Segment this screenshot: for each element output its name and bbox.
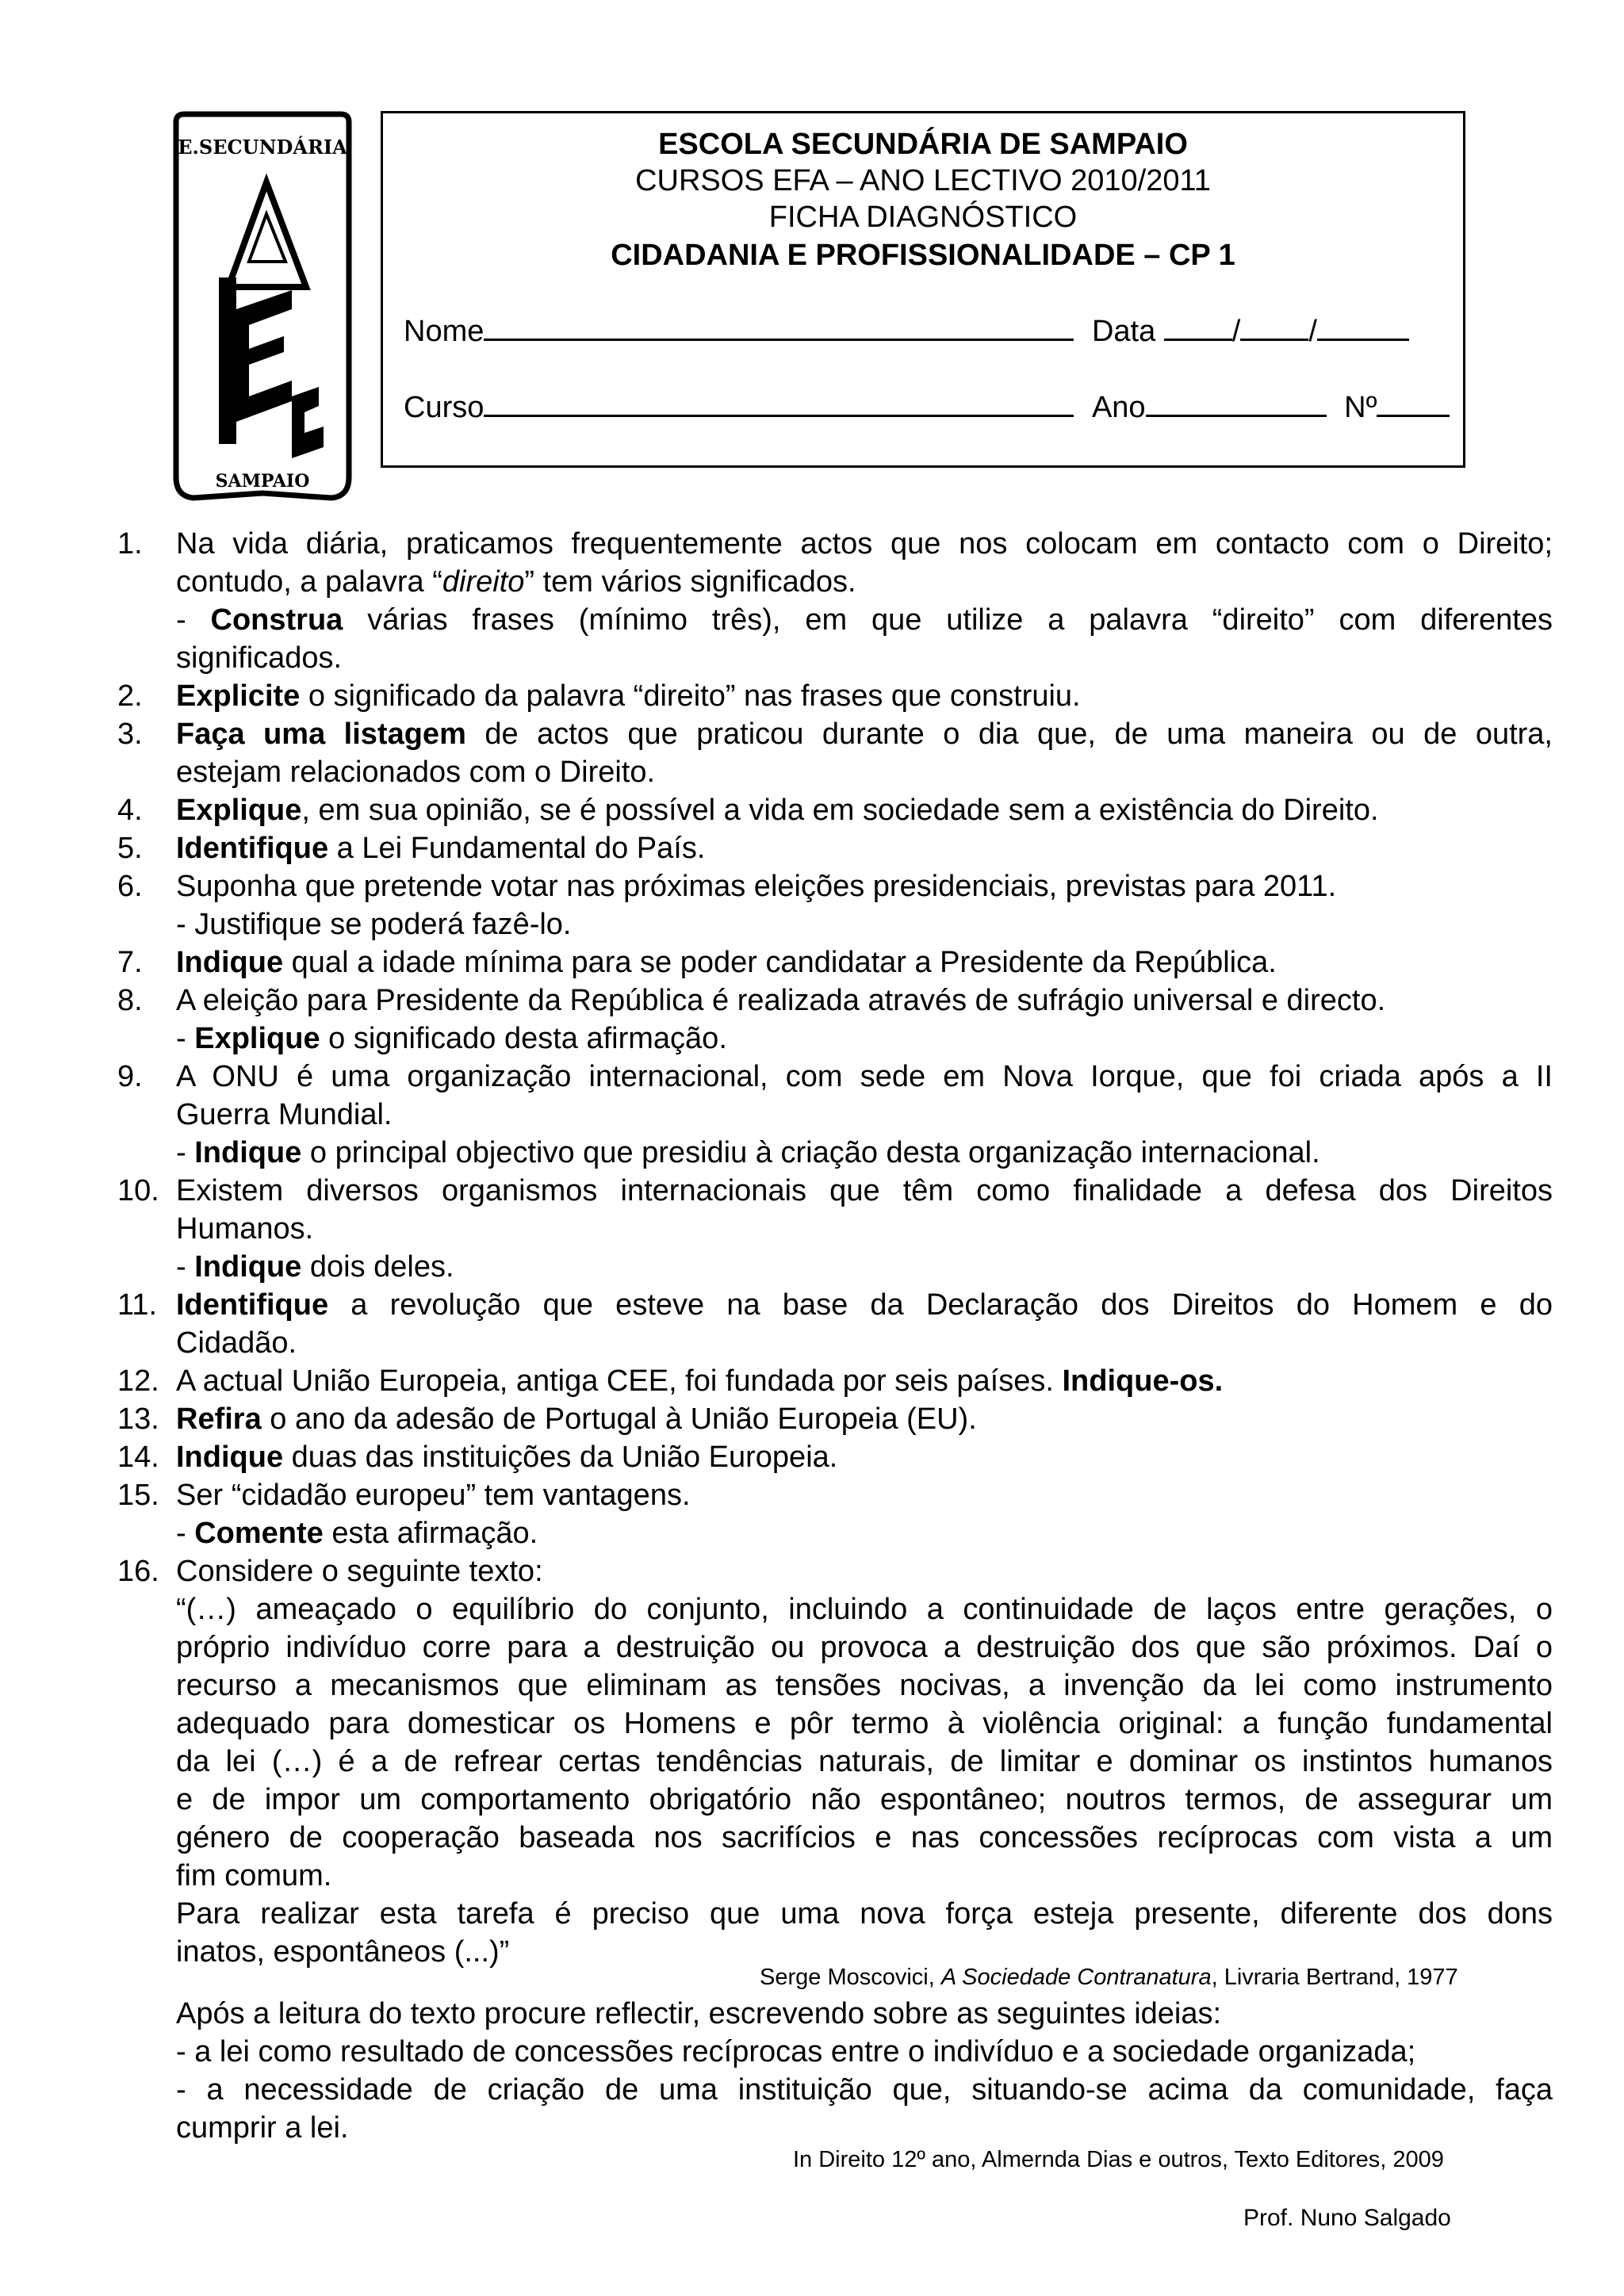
question-16-intro: Considere o seguinte texto: — [176, 1555, 543, 1588]
question-number: 3. — [117, 718, 143, 751]
year-label: Ano — [1091, 391, 1146, 424]
question-11-line-2: Cidadão. — [176, 1326, 297, 1360]
question-5: Identifique a Lei Fundamental do País. — [176, 832, 706, 865]
logo-top-text: E.SECUNDÁRIA — [178, 136, 347, 159]
question-number: 1. — [117, 527, 143, 561]
idea-1: - a lei como resultado de concessões recíprocas entre o indivíduo e a sociedade organizada; — [176, 2035, 1416, 2068]
quote-line: género de cooperação baseada nos sacrifícios e nas concessões recíprocas com vista a um — [176, 1821, 1553, 1854]
question-9-line-2: Guerra Mundial. — [176, 1098, 393, 1131]
question-number: 9. — [117, 1060, 143, 1093]
question-10-sub: - Indique dois deles. — [176, 1250, 454, 1284]
idea-2-line-2: cumprir a lei. — [176, 2111, 349, 2145]
quote-line: recurso a mecanismos que eliminam as tensões nocivas, a invenção da lei como instrumento — [176, 1669, 1553, 1702]
quote-line: inatos, espontâneos (...)” — [176, 1935, 510, 1969]
question-15-sub: - Comente esta afirmação. — [176, 1517, 538, 1550]
name-field[interactable] — [484, 312, 1074, 341]
number-label: Nº — [1344, 391, 1377, 424]
question-1-sub-line-2: significados. — [176, 641, 343, 675]
course-label: Curso — [404, 391, 485, 424]
year-field[interactable] — [1146, 388, 1327, 417]
date-separator: / — [1231, 315, 1241, 348]
question-15: Ser “cidadão europeu” tem vantagens. — [176, 1479, 691, 1512]
question-number: 16. — [117, 1555, 159, 1588]
question-14: Indique duas das instituições da União Europeia. — [176, 1441, 838, 1474]
course-year: CURSOS EFA – ANO LECTIVO 2010/2011 — [635, 164, 1211, 197]
question-number: 4. — [117, 794, 143, 827]
name-row — [404, 312, 1409, 350]
question-number: 15. — [117, 1479, 159, 1512]
question-8-sub: - Explique o significado desta afirmação. — [176, 1022, 727, 1055]
subject-title: CIDADANIA E PROFISSIONALIDADE – CP 1 — [611, 239, 1235, 272]
question-1-line-2: contudo, a palavra “direito” tem vários significados. — [176, 565, 856, 599]
quote-line: adequado para domesticar os Homens e pôr termo à violência original: a função fundamental — [176, 1707, 1553, 1740]
quote-line: “(…) ameaçado o equilíbrio do conjunto, incluindo a continuidade de laços entre gerações, o — [176, 1593, 1553, 1626]
course-row — [404, 388, 1450, 426]
quote-line: e de impor um comportamento obrigatório não espontâneo; noutros termos, de assegurar um — [176, 1783, 1553, 1816]
quote-source: Serge Moscovici, A Sociedade Contranatura, Livraria Bertrand, 1977 — [760, 1965, 1458, 1990]
question-7: Indique qual a idade mínima para se poder candidatar a Presidente da República. — [176, 946, 1277, 979]
question-number: 13. — [117, 1402, 159, 1436]
date-label: Data — [1091, 315, 1156, 348]
question-number: 6. — [117, 870, 143, 903]
date-day-field[interactable] — [1164, 312, 1232, 341]
quote-line: fim comum. — [176, 1859, 332, 1892]
question-11: Identifique a revolução que esteve na base da Declaração dos Direitos do Homem e do — [176, 1288, 1553, 1322]
question-number: 7. — [117, 946, 143, 979]
question-8: A eleição para Presidente da República é realizada através de sufrágio universal e directo. — [176, 984, 1386, 1017]
school-logo — [173, 111, 352, 501]
idea-2: - a necessidade de criação de uma instituição que, situando-se acima da comunidade, faça — [176, 2073, 1553, 2107]
question-number: 2. — [117, 679, 143, 713]
name-label: Nome — [404, 315, 485, 348]
question-13: Refira o ano da adesão de Portugal à União Europeia (EU). — [176, 1402, 977, 1436]
question-12: A actual União Europeia, antiga CEE, foi fundada por seis países. Indique-os. — [176, 1364, 1224, 1398]
question-number: 8. — [117, 984, 143, 1017]
quote-line: Para realizar esta tarefa é preciso que uma nova força esteja presente, diferente dos dons — [176, 1897, 1553, 1931]
date-month-field[interactable] — [1240, 312, 1308, 341]
question-4: Explique, em sua opinião, se é possível a vida em sociedade sem a existência do Direito. — [176, 794, 1379, 827]
question-6: Suponha que pretende votar nas próximas eleições presidenciais, previstas para 2011. — [176, 870, 1337, 903]
book-source: In Direito 12º ano, Almernda Dias e outros, Texto Editores, 2009 — [793, 2147, 1444, 2172]
date-separator: / — [1308, 315, 1317, 348]
question-number: 10. — [117, 1174, 159, 1207]
question-number: 11. — [117, 1288, 158, 1322]
question-10-line-2: Humanos. — [176, 1212, 314, 1246]
logo-bottom-text: SAMPAIO — [215, 471, 310, 492]
question-number: 14. — [117, 1441, 159, 1474]
sheet-title: FICHA DIAGNÓSTICO — [768, 201, 1078, 234]
course-field[interactable] — [484, 388, 1074, 417]
quote-line: próprio indivíduo corre para a destruição ou provoca a destruição dos que são próximos. Daí o — [176, 1631, 1553, 1664]
question-3-line-2: estejam relacionados com o Direito. — [176, 756, 656, 789]
emphasis-direito: direito — [442, 565, 525, 599]
question-9-sub: - Indique o principal objectivo que presidiu à criação desta organização internacional. — [176, 1136, 1320, 1169]
header-box — [381, 111, 1465, 468]
question-number: 5. — [117, 832, 143, 865]
quote-line: da lei (…) é a de refrear certas tendências naturais, de limitar e dominar os instintos humanos — [176, 1745, 1553, 1778]
question-1-line-1: Na vida diária, praticamos frequentemente actos que nos colocam em contacto com o Direito; — [176, 527, 1553, 561]
question-6-sub: - Justifique se poderá fazê-lo. — [176, 908, 572, 941]
school-name: ESCOLA SECUNDÁRIA DE SAMPAIO — [658, 128, 1188, 161]
question-10: Existem diversos organismos internacionais que têm como finalidade a defesa dos Direitos — [176, 1174, 1553, 1207]
number-field[interactable] — [1377, 388, 1450, 417]
question-1-sub: - Construa várias frases (mínimo três), em que utilize a palavra “direito” com diferentes — [176, 603, 1553, 637]
question-16-task: Após a leitura do texto procure reflectir, escrevendo sobre as seguintes ideias: — [176, 1997, 1222, 2030]
author-signature: Prof. Nuno Salgado — [1243, 2205, 1451, 2231]
question-9: A ONU é uma organização internacional, com sede em Nova Iorque, que foi criada após a II — [176, 1060, 1553, 1093]
question-number: 12. — [117, 1364, 159, 1398]
question-3: Faça uma listagem de actos que praticou durante o dia que, de uma maneira ou de outra, — [176, 718, 1553, 751]
date-year-field[interactable] — [1317, 312, 1409, 341]
question-2: Explicite o significado da palavra “direito” nas frases que construiu. — [176, 679, 1081, 713]
